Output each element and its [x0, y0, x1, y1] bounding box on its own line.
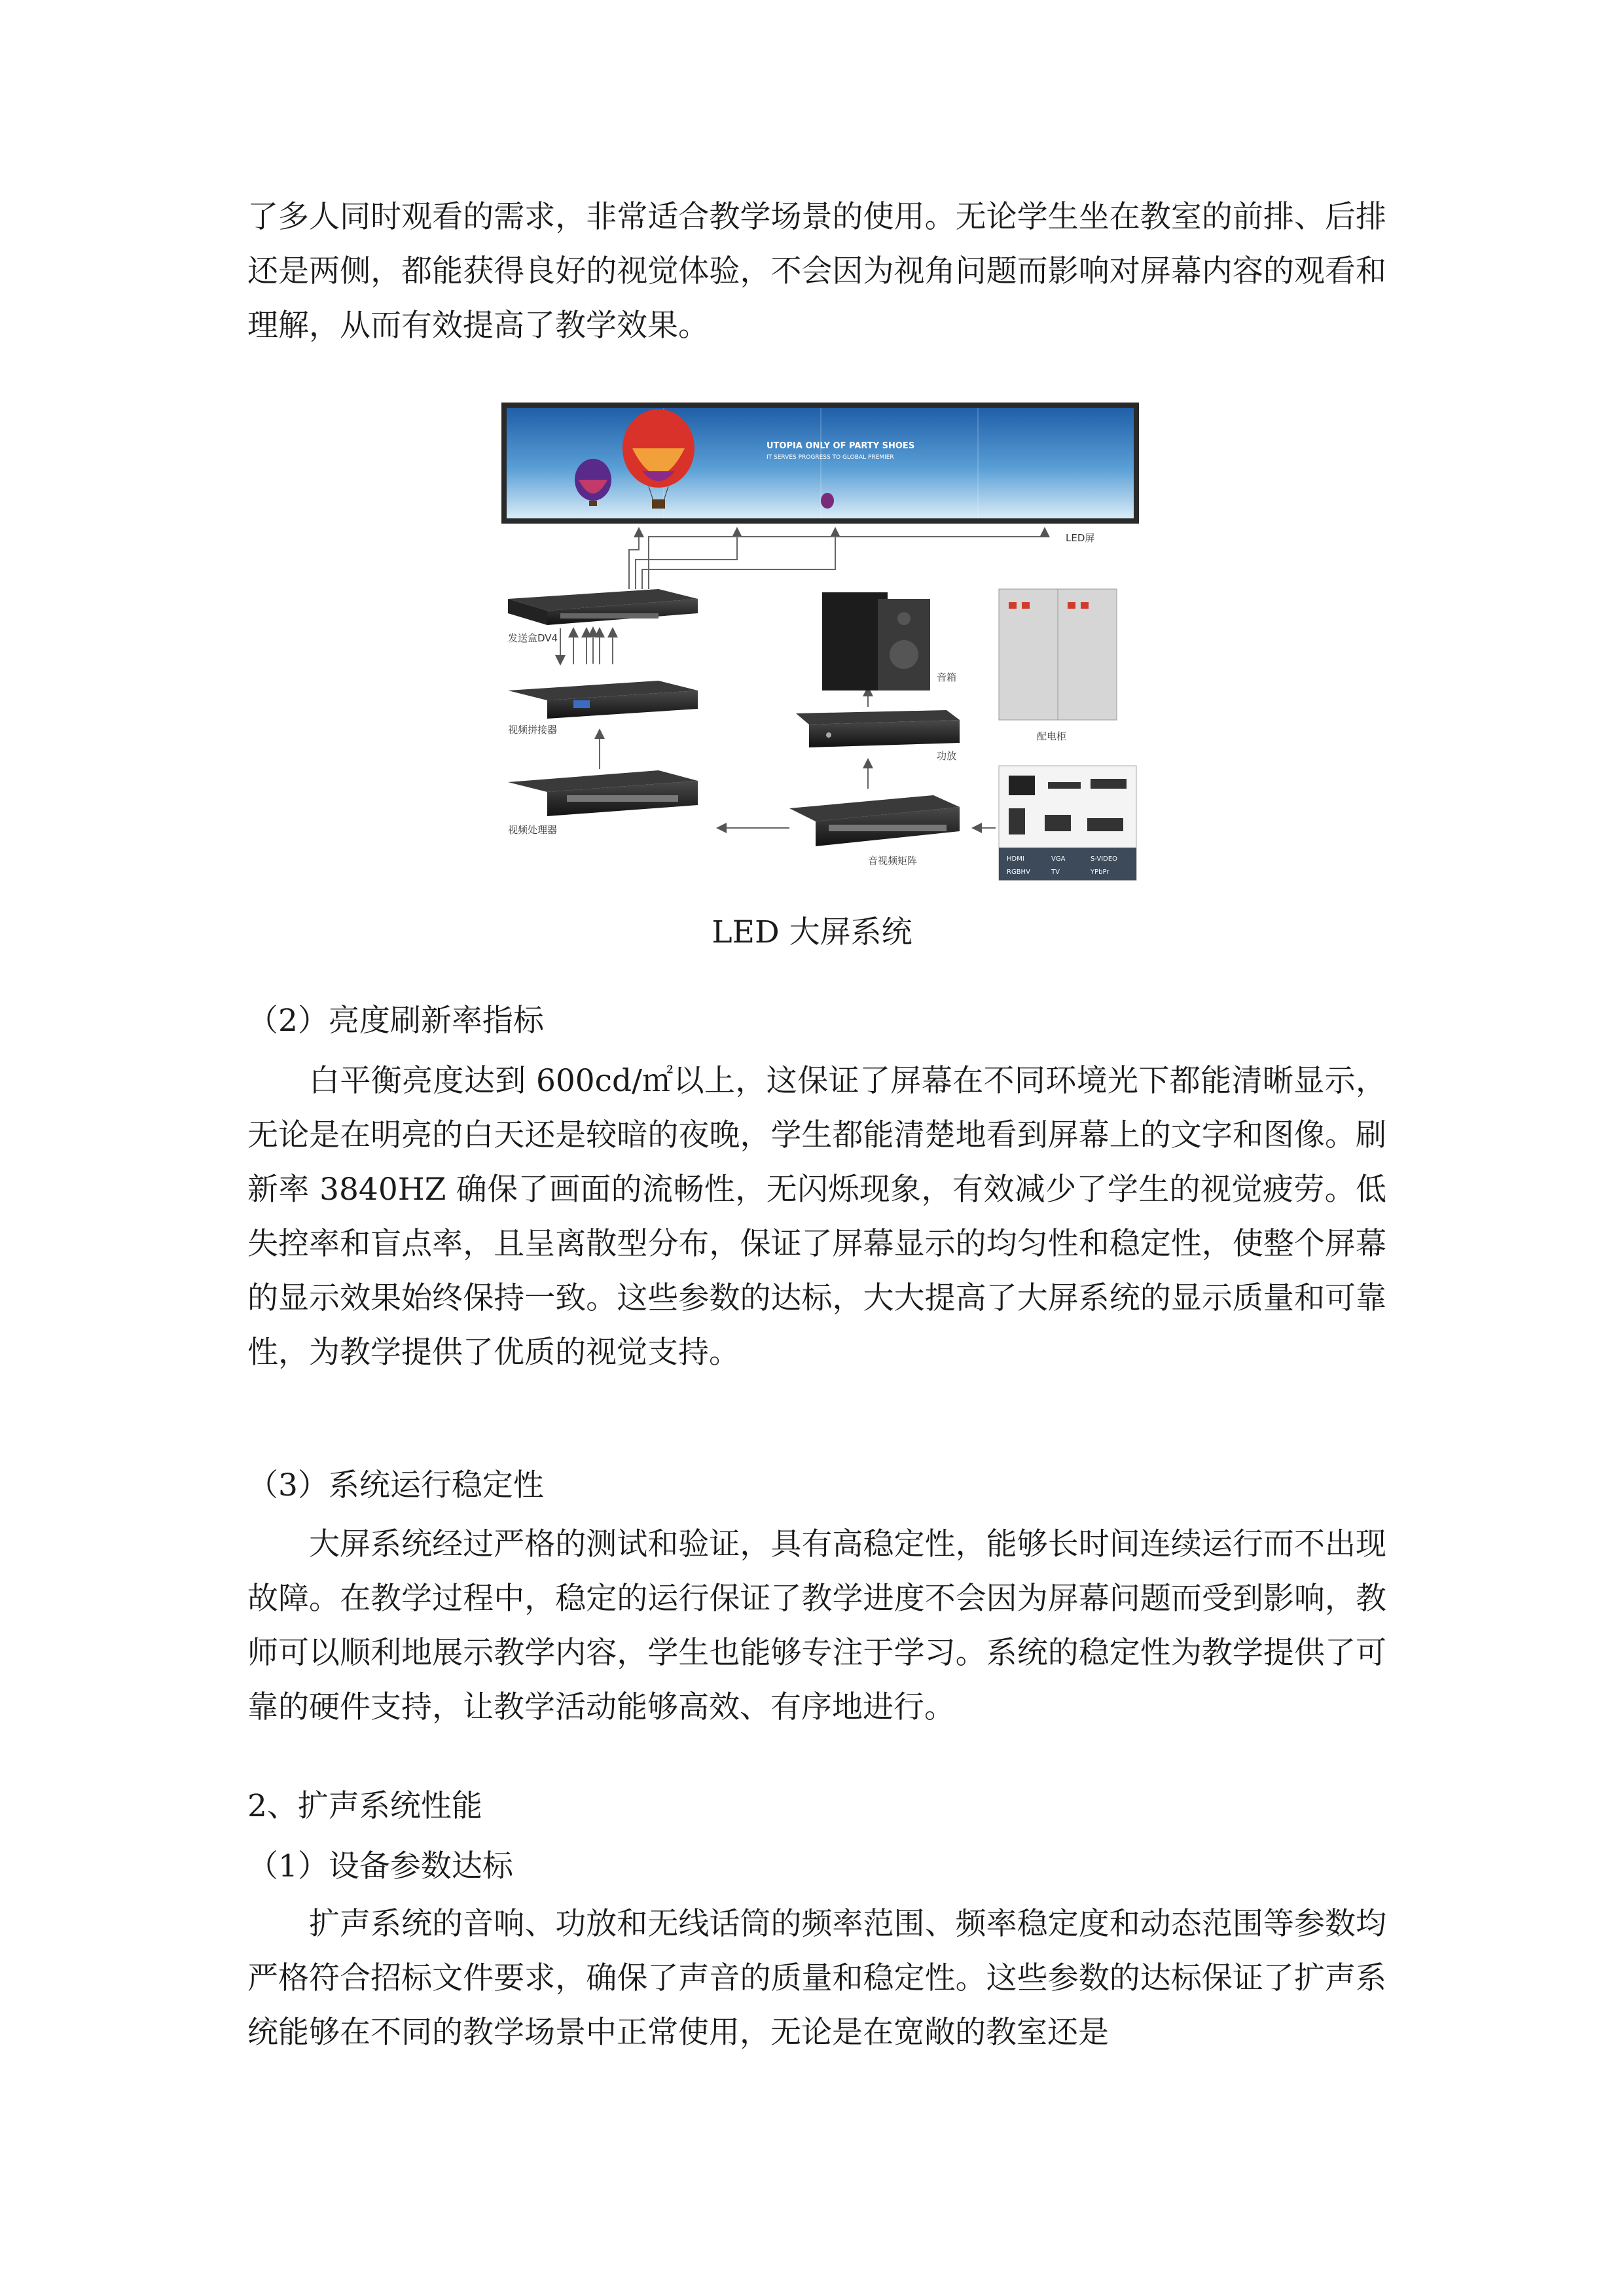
amplifier-device — [796, 710, 960, 747]
signal-sources-panel — [999, 766, 1136, 880]
paragraph-stability: 大屏系统经过严格的测试和验证，具有高稳定性，能够长时间连续运行而不出现故障。在教学过程中，稳定的运行保证了教学进度不会因为屏幕问题而受到影响，教师可以顺利地展示教学内容，学生也能够专注于学习。系统的稳定性为教学提供了可靠的硬件支持，让教学活动能够高效、有序地进行。 — [247, 1526, 1386, 1725]
label-led: LED屏 — [1066, 532, 1095, 544]
label-matrix: 音视频矩阵 — [868, 855, 918, 867]
label-cabinet: 配电柜 — [1037, 730, 1067, 742]
label-amplifier: 功放 — [937, 750, 957, 762]
figure-caption: LED 大屏系统 — [712, 914, 912, 950]
heading-brightness: （2）亮度刷新率指标 — [247, 1003, 544, 1039]
paragraph-brightness: 白平衡亮度达到 600cd/㎡以上，这保证了屏幕在不同环境光下都能清晰显示，无论是在明亮的白天还是较暗的夜晚，学生都能清楚地看到屏幕上的文字和图像。刷新率 3840HZ 确保了画面的流畅性，无闪烁现象，有效减少了学生的视觉疲劳。低失控率和盲点率，且呈离散型分布，保证了屏幕显示的均匀性和稳定性，使整个屏幕的显示效果始终保持一致。这些参数的达标，大大提高了大屏系统的显示质量和可靠性，为教学提供了优质的视觉支持。 — [247, 1063, 1386, 1371]
label-splicer: 视频拼接器 — [508, 724, 558, 736]
source-label-ypbpr: YPbPr — [1091, 869, 1110, 876]
source-label-svideo: S-VIDEO — [1091, 855, 1118, 863]
balloon-small-icon — [821, 493, 834, 509]
label-speaker: 音箱 — [937, 672, 957, 683]
distribution-cabinet-device — [999, 589, 1117, 720]
source-label-hdmi: HDMI — [1007, 855, 1024, 863]
video-processor-device — [508, 770, 698, 816]
speaker-device — [822, 592, 930, 691]
screen-text-line1: UTOPIA ONLY OF PARTY SHOES — [767, 441, 915, 451]
av-matrix-device — [789, 795, 960, 846]
paragraph-viewing: 了多人同时观看的需求，非常适合教学场景的使用。无论学生坐在教室的前排、后排还是两侧，都能获得良好的视觉体验，不会因为视角问题而影响对屏幕内容的观看和理解，从而有效提高了教学效果。 — [247, 199, 1386, 344]
source-label-vga: VGA — [1051, 855, 1066, 863]
heading-parameters: （1）设备参数达标 — [247, 1848, 513, 1884]
heading-stability: （3）系统运行稳定性 — [247, 1467, 544, 1503]
led-system-diagram — [501, 403, 1139, 887]
sender-box-device — [508, 589, 698, 625]
heading-audio-system: 2、扩声系统性能 — [247, 1788, 482, 1824]
label-sender: 发送盒DV4 — [508, 632, 558, 644]
label-processor: 视频处理器 — [508, 824, 558, 836]
paragraph-parameters: 扩声系统的音响、功放和无线话筒的频率范围、频率稳定度和动态范围等参数均严格符合招标文件要求，确保了声音的质量和稳定性。这些参数的达标保证了扩声系统能够在不同的教学场景中正常使用，无论是在宽敞的教室还是 — [247, 1906, 1386, 2051]
screen-text-line2: IT SERVES PROGRESS TO GLOBAL PREMIER — [767, 454, 894, 461]
led-screen — [501, 403, 1139, 524]
video-splicer-device — [508, 681, 698, 719]
source-label-tv: TV — [1051, 869, 1060, 876]
source-label-rgbhv: RGBHV — [1007, 869, 1030, 876]
